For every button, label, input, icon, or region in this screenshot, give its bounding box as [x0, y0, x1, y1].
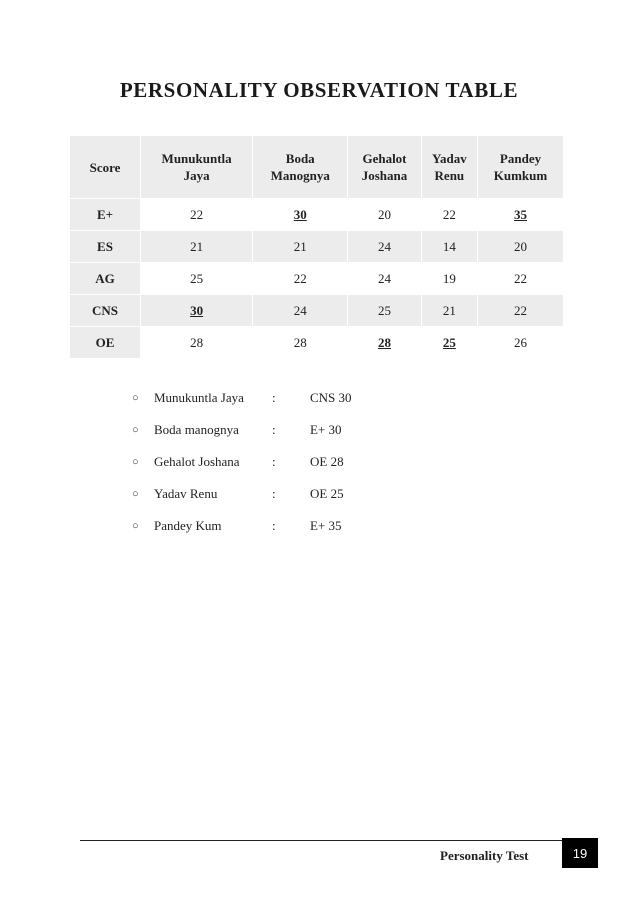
row-label: AG [70, 262, 140, 294]
table-cell: 24 [347, 262, 420, 294]
list-item [132, 446, 352, 478]
table-cell: 19 [421, 262, 477, 294]
table-cell: 21 [140, 230, 252, 262]
table-cell: 28 [347, 326, 420, 358]
row-label: ES [70, 230, 140, 262]
summary-name: Munukuntla Jaya [154, 390, 244, 405]
page-number: 19 [562, 838, 598, 868]
table-row [70, 326, 563, 358]
circle-bullet-icon: ○ [132, 520, 139, 532]
table-row [70, 198, 563, 230]
summary-result: OE 28 [310, 454, 344, 469]
summary-result: E+ 30 [310, 422, 342, 437]
table-cell: 28 [140, 326, 252, 358]
table-cell: 30 [140, 294, 252, 326]
header-boda-manognya: Boda Manognya [252, 136, 347, 198]
table-cell: 22 [140, 198, 252, 230]
row-label: E+ [70, 198, 140, 230]
table-cell: 20 [347, 198, 420, 230]
header-score: Score [70, 136, 140, 198]
table-cell: 20 [477, 230, 563, 262]
header-pandey-kumkum: Pandey Kumkum [477, 136, 563, 198]
table-cell: 25 [140, 262, 252, 294]
footer-divider [80, 840, 562, 841]
list-item [132, 382, 352, 414]
personality-observation-table [70, 136, 563, 358]
summary-separator: : [272, 518, 276, 533]
circle-bullet-icon: ○ [132, 488, 139, 500]
summary-separator: : [272, 390, 276, 405]
header-munukuntla-jaya: Munukuntla Jaya [140, 136, 252, 198]
summary-result: CNS 30 [310, 390, 352, 405]
table-cell: 21 [421, 294, 477, 326]
circle-bullet-icon: ○ [132, 424, 139, 436]
table-cell: 25 [347, 294, 420, 326]
header-yadav-renu: Yadav Renu [421, 136, 477, 198]
row-label: CNS [70, 294, 140, 326]
table-cell: 30 [252, 198, 347, 230]
summary-name: Yadav Renu [154, 486, 218, 501]
table-cell: 14 [421, 230, 477, 262]
circle-bullet-icon: ○ [132, 392, 139, 404]
table-row [70, 230, 563, 262]
page-title: PERSONALITY OBSERVATION TABLE [119, 78, 519, 102]
table-header-row [70, 136, 563, 198]
table-cell: 35 [477, 198, 563, 230]
summary-result: OE 25 [310, 486, 344, 501]
footer-label: Personality Test [440, 848, 529, 863]
summary-name: Gehalot Joshana [154, 454, 240, 469]
table-cell: 21 [252, 230, 347, 262]
table-cell: 22 [252, 262, 347, 294]
circle-bullet-icon: ○ [132, 456, 139, 468]
table-cell: 24 [252, 294, 347, 326]
list-item [132, 478, 352, 510]
table-cell: 22 [477, 262, 563, 294]
summary-name: Pandey Kum [154, 518, 222, 533]
summary-list [132, 382, 352, 542]
table-row [70, 262, 563, 294]
summary-result: E+ 35 [310, 518, 342, 533]
table-cell: 22 [477, 294, 563, 326]
summary-separator: : [272, 486, 276, 501]
header-gehalot-joshana: Gehalot Joshana [347, 136, 420, 198]
table-cell: 26 [477, 326, 563, 358]
summary-name: Boda manognya [154, 422, 239, 437]
list-item [132, 510, 352, 542]
table-cell: 22 [421, 198, 477, 230]
row-label: OE [70, 326, 140, 358]
table-cell: 28 [252, 326, 347, 358]
table-cell: 25 [421, 326, 477, 358]
summary-separator: : [272, 422, 276, 437]
summary-separator: : [272, 454, 276, 469]
table-row [70, 294, 563, 326]
table-cell: 24 [347, 230, 420, 262]
list-item [132, 414, 352, 446]
